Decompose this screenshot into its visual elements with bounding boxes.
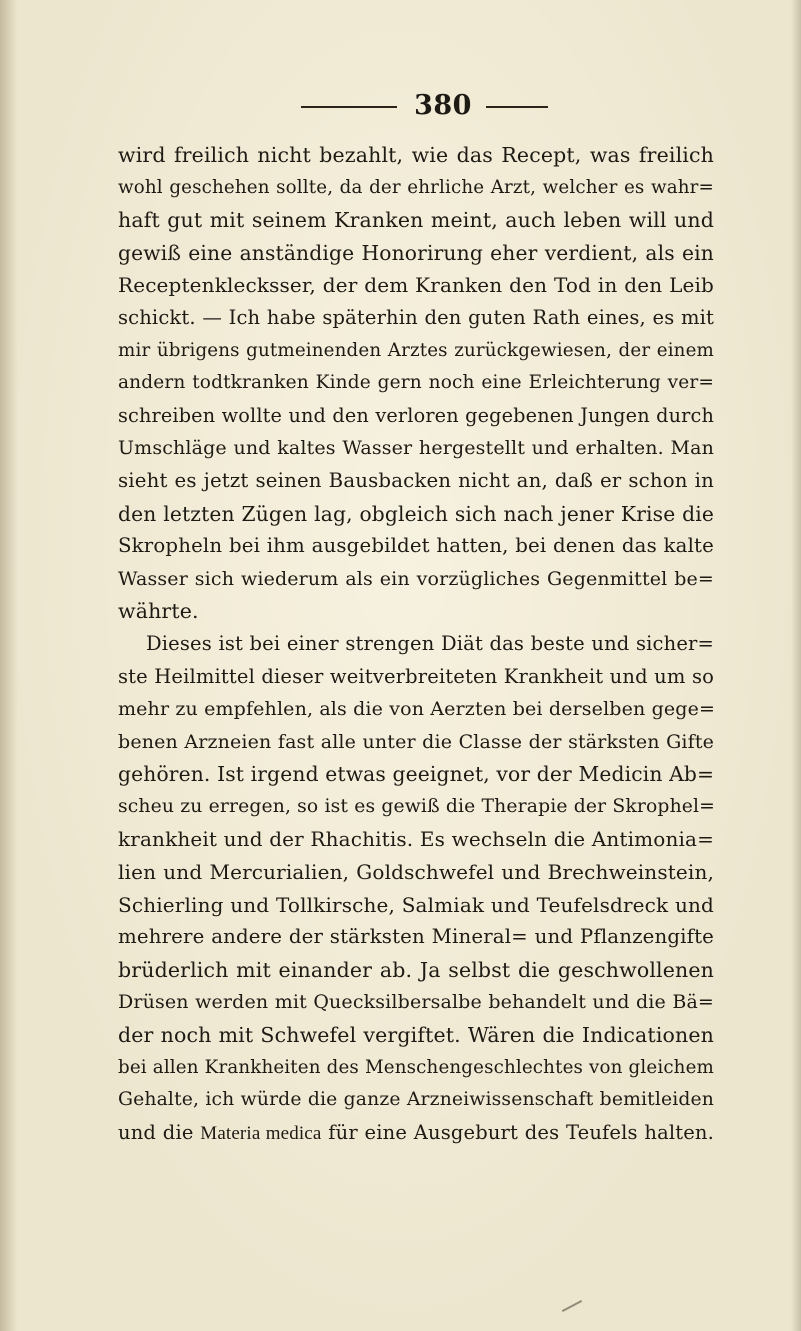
text-line: Schierling und Tollkirsche, Salmiak und Teufelsdreck und (118, 892, 714, 917)
text-line: Wasser sich wiederum als ein vorzügliches Gegenmittel be= (118, 567, 714, 590)
text-line: haft gut mit seinem Kranken meint, auch leben will und (118, 208, 714, 233)
final-line-start: und die (118, 1120, 201, 1144)
latin-term: Materia medica (200, 1122, 322, 1144)
text-line: schickt. — Ich habe späterhin den guten Rath eines, es mit (118, 305, 714, 329)
text-line: den letzten Zügen lag, obgleich sich nach jener Krise die (118, 501, 714, 526)
paragraph-1 (118, 139, 714, 628)
text-line: der noch mit Schwefel vergiftet. Wären die Indicationen (118, 1023, 714, 1048)
page-edge (791, 0, 801, 1331)
text-line: währte. (118, 599, 199, 624)
text-line: mir übrigens gutmeinenden Arztes zurückgewiesen, der einem (118, 339, 714, 361)
header-rule-left (301, 106, 397, 108)
text-line: bei allen Krankheiten des Menschengeschlechtes von gleichem (118, 1056, 714, 1078)
text-line: benen Arzneien fast alle unter die Classe der stärksten Gifte (118, 730, 714, 753)
text-line: schreiben wollte und den verloren gegebenen Jungen durch (118, 403, 714, 427)
page-header (0, 86, 801, 126)
text-line: brüderlich mit einander ab. Ja selbst die geschwollenen (118, 957, 714, 982)
binding-shadow (0, 0, 18, 1331)
text-line: andern todtkranken Kinde gern noch eine Erleichterung ver= (118, 372, 714, 394)
final-text-line (118, 1117, 714, 1150)
text-line: lien und Mercurialien, Goldschwefel und Brechweinstein, (118, 860, 714, 885)
text-line: Dieses ist bei einer strengen Diät das beste und sicher= (146, 631, 714, 655)
paragraph-2 (118, 628, 714, 1150)
text-line: sieht es jetzt seinen Bausbacken nicht an, daß er schon in (118, 468, 714, 492)
text-line: gewiß eine anständige Honorirung eher verdient, als ein (118, 240, 714, 265)
text-line: Skropheln bei ihm ausgebildet hatten, bei denen das kalte (118, 534, 714, 558)
pencil-mark (562, 1300, 582, 1312)
page-number: 380 (414, 90, 472, 121)
text-line: mehr zu empfehlen, als die von Aerzten bei derselben gege= (118, 698, 716, 721)
text-line: wohl geschehen sollte, da der ehrliche Arzt, welcher es wahr= (118, 176, 714, 198)
text-line: wird freilich nicht bezahlt, wie das Recept, was freilich (118, 143, 714, 167)
text-line: Drüsen werden mit Quecksilbersalbe behandelt und die Bä= (118, 991, 714, 1014)
text-line: gehören. Ist irgend etwas geeignet, vor der Medicin Ab= (118, 762, 715, 787)
body-text (118, 139, 714, 1149)
header-rule-right (486, 106, 548, 108)
final-line-end: für eine Ausgeburt des Teufels halten. (321, 1120, 714, 1144)
text-line: scheu zu erregen, so ist es gewiß die Therapie der Skrophel= (118, 795, 716, 817)
text-line: Gehalte, ich würde die ganze Arzneiwissenschaft bemitleiden (118, 1089, 714, 1111)
text-line: mehrere andere der stärksten Mineral= und Pflanzengifte (118, 925, 714, 949)
text-line: krankheit und der Rhachitis. Es wechseln die Antimonia= (118, 827, 714, 852)
text-line: ste Heilmittel dieser weitverbreiteten Krankheit und um so (118, 664, 714, 688)
text-line: Umschläge und kaltes Wasser hergestellt und erhalten. Man (118, 437, 714, 460)
text-line: Receptenklecksser, der dem Kranken den Tod in den Leib (118, 273, 714, 298)
